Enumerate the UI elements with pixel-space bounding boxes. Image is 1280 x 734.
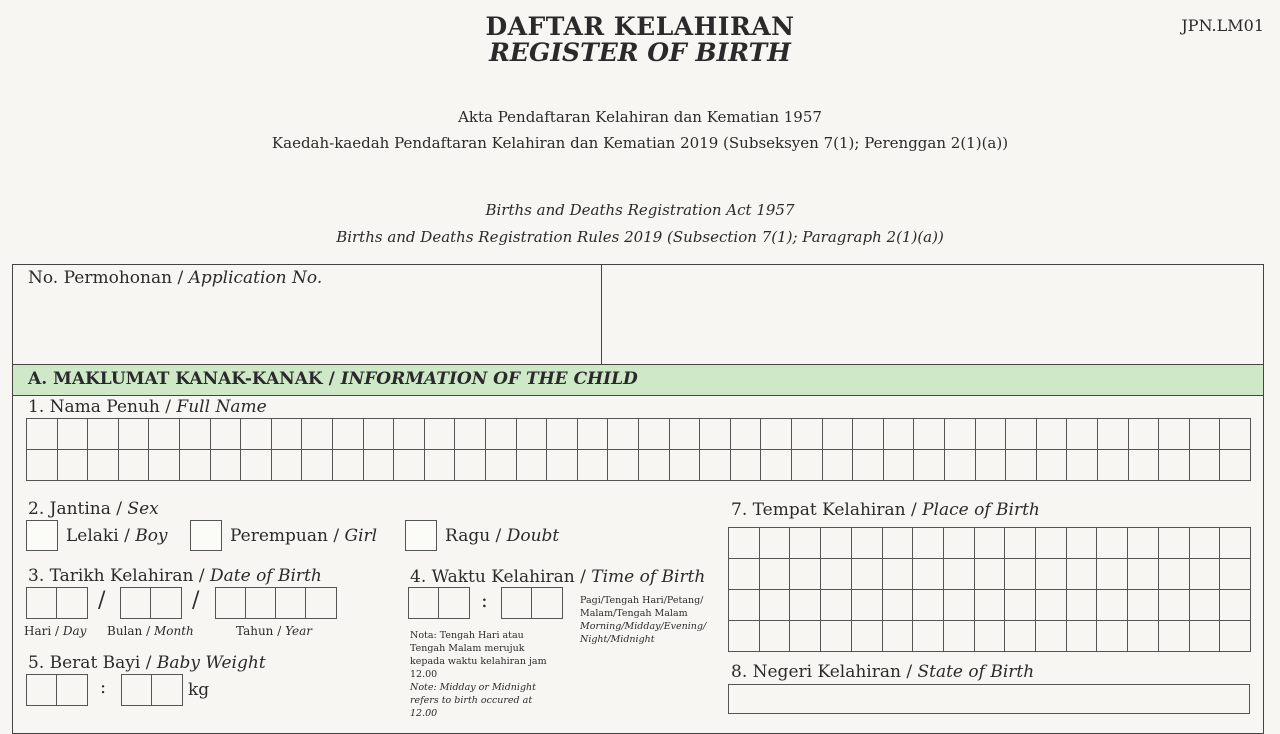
place-of-birth-char-box[interactable] xyxy=(883,621,914,652)
sex-label-en: Sex xyxy=(127,499,159,519)
dob-day-caption-en: Day xyxy=(62,624,87,638)
full-name-char-box[interactable] xyxy=(364,450,395,481)
full-name-char-box[interactable] xyxy=(1129,450,1160,481)
place-of-birth-grid[interactable] xyxy=(728,527,1251,652)
place-of-birth-char-box[interactable] xyxy=(1005,528,1036,559)
full-name-char-box[interactable] xyxy=(700,419,731,450)
weight-unit: kg xyxy=(188,680,210,700)
full-name-grid[interactable] xyxy=(26,418,1251,481)
place-of-birth-char-box[interactable] xyxy=(821,528,852,559)
state-of-birth-field[interactable] xyxy=(728,684,1250,714)
sex-girl-label xyxy=(230,526,377,546)
full-name-char-box[interactable] xyxy=(211,419,242,450)
place-of-birth-char-box[interactable] xyxy=(1128,559,1159,590)
place-of-birth-char-box[interactable] xyxy=(944,528,975,559)
place-of-birth-char-box[interactable] xyxy=(1036,528,1067,559)
full-name-char-box[interactable] xyxy=(517,450,548,481)
full-name-char-box[interactable] xyxy=(1067,450,1098,481)
place-of-birth-char-box[interactable] xyxy=(729,559,760,590)
full-name-char-box[interactable] xyxy=(425,450,456,481)
weight-gram-boxes[interactable] xyxy=(121,674,183,706)
full-name-char-box[interactable] xyxy=(1190,419,1221,450)
full-name-char-box[interactable] xyxy=(394,450,425,481)
place-of-birth-char-box[interactable] xyxy=(1128,621,1159,652)
place-of-birth-char-box[interactable] xyxy=(944,590,975,621)
place-of-birth-char-box[interactable] xyxy=(760,590,791,621)
state-of-birth-label-ms: 8. Negeri Kelahiran / xyxy=(731,662,918,682)
place-of-birth-char-box[interactable] xyxy=(1190,590,1221,621)
full-name-char-box[interactable] xyxy=(333,450,364,481)
place-of-birth-char-box[interactable] xyxy=(913,621,944,652)
dob-day-caption xyxy=(24,624,86,638)
dob-month-boxes[interactable] xyxy=(120,587,182,619)
full-name-char-box[interactable] xyxy=(149,450,180,481)
act-reference-malay: Akta Pendaftaran Kelahiran dan Kematian 1957 xyxy=(458,108,822,126)
place-of-birth-char-box[interactable] xyxy=(852,621,883,652)
place-of-birth-char-box[interactable] xyxy=(1067,621,1098,652)
sex-girl-label-ms: Perempuan / xyxy=(230,526,345,546)
place-of-birth-char-box[interactable] xyxy=(913,559,944,590)
full-name-char-box[interactable] xyxy=(272,450,303,481)
weight-label-en: Baby Weight xyxy=(156,653,266,673)
full-name-char-box[interactable] xyxy=(976,450,1007,481)
full-name-char-box[interactable] xyxy=(425,419,456,450)
place-of-birth-char-box[interactable] xyxy=(1159,590,1190,621)
place-of-birth-char-box[interactable] xyxy=(1097,590,1128,621)
full-name-char-box[interactable] xyxy=(578,419,609,450)
full-name-char-box[interactable] xyxy=(394,419,425,450)
time-label-ms: 4. Waktu Kelahiran / xyxy=(410,567,592,587)
full-name-char-box[interactable] xyxy=(761,419,792,450)
place-of-birth-char-box[interactable] xyxy=(1128,528,1159,559)
section-a-title xyxy=(28,369,638,389)
place-of-birth-char-box[interactable] xyxy=(821,621,852,652)
place-of-birth-char-box[interactable] xyxy=(1128,590,1159,621)
full-name-char-box[interactable] xyxy=(58,419,89,450)
place-of-birth-char-box[interactable] xyxy=(790,559,821,590)
place-of-birth-char-box[interactable] xyxy=(790,528,821,559)
full-name-char-box[interactable] xyxy=(976,419,1007,450)
time-minute-boxes[interactable] xyxy=(501,587,563,619)
section-a-title-en: INFORMATION OF THE CHILD xyxy=(340,369,638,389)
full-name-char-box[interactable] xyxy=(88,450,119,481)
place-of-birth-char-box[interactable] xyxy=(1159,621,1190,652)
full-name-char-box[interactable] xyxy=(1098,450,1129,481)
sex-boy-label-ms: Lelaki / xyxy=(66,526,136,546)
place-of-birth-char-box[interactable] xyxy=(760,559,791,590)
place-of-birth-char-box[interactable] xyxy=(883,590,914,621)
full-name-char-box[interactable] xyxy=(302,450,333,481)
place-of-birth-char-box[interactable] xyxy=(1190,621,1221,652)
place-of-birth-char-box[interactable] xyxy=(1005,621,1036,652)
place-of-birth-char-box[interactable] xyxy=(1190,528,1221,559)
dob-label-ms: 3. Tarikh Kelahiran / xyxy=(28,566,211,586)
full-name-char-box[interactable] xyxy=(884,419,915,450)
weight-label xyxy=(28,653,266,673)
full-name-char-box[interactable] xyxy=(792,450,823,481)
dob-month-caption-en: Month xyxy=(153,624,194,638)
place-of-birth-char-box[interactable] xyxy=(1159,559,1190,590)
full-name-char-box[interactable] xyxy=(1159,419,1190,450)
dob-label-en: Date of Birth xyxy=(210,566,322,586)
full-name-char-box[interactable] xyxy=(608,419,639,450)
place-of-birth-char-box[interactable] xyxy=(1036,559,1067,590)
full-name-char-box[interactable] xyxy=(272,419,303,450)
sex-doubt-checkbox[interactable] xyxy=(405,520,437,551)
place-of-birth-char-box[interactable] xyxy=(1036,621,1067,652)
time-period-options xyxy=(580,594,708,646)
weight-separator: : xyxy=(100,677,107,698)
full-name-char-box[interactable] xyxy=(302,419,333,450)
full-name-char-box[interactable] xyxy=(27,419,58,450)
place-of-birth-char-box[interactable] xyxy=(1005,559,1036,590)
application-number-field[interactable] xyxy=(603,266,1261,362)
full-name-char-box[interactable] xyxy=(731,419,762,450)
sex-boy-label-en: Boy xyxy=(135,526,168,546)
time-period-options-ms: Pagi/Tengah Hari/Petang/ Malam/Tengah Malam xyxy=(580,595,704,619)
full-name-char-box[interactable] xyxy=(670,419,701,450)
dob-year-boxes[interactable] xyxy=(215,587,337,619)
full-name-char-box[interactable] xyxy=(241,419,272,450)
weight-kg-boxes[interactable] xyxy=(26,674,88,706)
full-name-char-box[interactable] xyxy=(486,419,517,450)
time-note-ms: Nota: Tengah Hari atau Tengah Malam merujuk kepada waktu kelahiran jam 12.00 xyxy=(410,630,547,680)
sex-doubt-label-en: Doubt xyxy=(506,526,560,546)
application-number-label-en: Application No. xyxy=(188,268,323,288)
place-of-birth-char-box[interactable] xyxy=(1190,559,1221,590)
full-name-char-box[interactable] xyxy=(517,419,548,450)
sex-doubt-label-ms: Ragu / xyxy=(445,526,507,546)
dob-separator: / xyxy=(192,588,200,613)
time-label xyxy=(410,567,705,587)
place-of-birth-char-box[interactable] xyxy=(852,528,883,559)
full-name-char-box[interactable] xyxy=(1006,450,1037,481)
place-of-birth-char-box[interactable] xyxy=(913,528,944,559)
full-name-char-box[interactable] xyxy=(731,450,762,481)
full-name-char-box[interactable] xyxy=(27,450,58,481)
rules-reference-malay: Kaedah-kaedah Pendaftaran Kelahiran dan Kematian 2019 (Subseksyen 7(1); Perenggan 2(1)(a)) xyxy=(271,134,1009,152)
place-of-birth-char-box[interactable] xyxy=(760,621,791,652)
sex-label xyxy=(28,499,159,519)
form-title-malay: DAFTAR KELAHIRAN xyxy=(485,12,795,41)
full-name-char-box[interactable] xyxy=(945,450,976,481)
place-of-birth-char-box[interactable] xyxy=(852,559,883,590)
full-name-char-box[interactable] xyxy=(1037,419,1068,450)
sex-girl-label-en: Girl xyxy=(344,526,378,546)
place-of-birth-char-box[interactable] xyxy=(729,590,760,621)
sex-boy-checkbox[interactable] xyxy=(26,520,58,551)
dob-year-caption-en: Year xyxy=(285,624,312,638)
place-of-birth-char-box[interactable] xyxy=(944,621,975,652)
state-of-birth-label-en: State of Birth xyxy=(917,662,1035,682)
sex-girl-checkbox[interactable] xyxy=(190,520,222,551)
application-number-label xyxy=(28,268,322,288)
full-name-char-box[interactable] xyxy=(639,450,670,481)
time-note xyxy=(410,629,560,720)
full-name-char-box[interactable] xyxy=(823,450,854,481)
place-of-birth-char-box[interactable] xyxy=(1067,559,1098,590)
full-name-char-box[interactable] xyxy=(945,419,976,450)
dob-separator: / xyxy=(98,588,106,613)
place-of-birth-label xyxy=(731,500,1040,520)
full-name-char-box[interactable] xyxy=(180,450,211,481)
time-note-en: Note: Midday or Midnight refers to birth occured at 12.00 xyxy=(410,682,536,719)
sex-boy-label xyxy=(66,526,168,546)
place-of-birth-char-box[interactable] xyxy=(975,528,1006,559)
place-of-birth-char-box[interactable] xyxy=(1036,590,1067,621)
full-name-char-box[interactable] xyxy=(884,450,915,481)
full-name-char-box[interactable] xyxy=(333,419,364,450)
place-of-birth-char-box[interactable] xyxy=(1220,528,1251,559)
full-name-char-box[interactable] xyxy=(914,450,945,481)
place-of-birth-label-en: Place of Birth xyxy=(922,500,1040,520)
dob-day-boxes[interactable] xyxy=(26,587,88,619)
sex-doubt-label xyxy=(445,526,559,546)
dob-day-caption-ms: Hari / xyxy=(24,624,63,638)
full-name-char-box[interactable] xyxy=(823,419,854,450)
rules-reference-english: Births and Deaths Registration Rules 2019 (Subsection 7(1); Paragraph 2(1)(a)) xyxy=(336,228,944,246)
place-of-birth-char-box[interactable] xyxy=(1067,590,1098,621)
form-title-english: REGISTER OF BIRTH xyxy=(489,38,791,67)
full-name-char-box[interactable] xyxy=(914,419,945,450)
full-name-char-box[interactable] xyxy=(119,419,150,450)
full-name-char-box[interactable] xyxy=(364,419,395,450)
dob-year-caption xyxy=(236,624,312,638)
full-name-char-box[interactable] xyxy=(547,419,578,450)
place-of-birth-char-box[interactable] xyxy=(944,559,975,590)
section-a-title-ms: A. MAKLUMAT KANAK-KANAK / xyxy=(28,369,341,389)
full-name-char-box[interactable] xyxy=(58,450,89,481)
place-of-birth-char-box[interactable] xyxy=(975,621,1006,652)
place-of-birth-char-box[interactable] xyxy=(883,559,914,590)
act-reference-english: Births and Deaths Registration Act 1957 xyxy=(485,201,795,219)
full-name-char-box[interactable] xyxy=(578,450,609,481)
full-name-char-box[interactable] xyxy=(88,419,119,450)
time-hour-boxes[interactable] xyxy=(408,587,470,619)
place-of-birth-label-ms: 7. Tempat Kelahiran / xyxy=(731,500,923,520)
place-of-birth-char-box[interactable] xyxy=(1097,621,1128,652)
full-name-char-box[interactable] xyxy=(547,450,578,481)
full-name-char-box[interactable] xyxy=(1098,419,1129,450)
full-name-char-box[interactable] xyxy=(1220,419,1251,450)
place-of-birth-char-box[interactable] xyxy=(1159,528,1190,559)
full-name-char-box[interactable] xyxy=(180,419,211,450)
full-name-char-box[interactable] xyxy=(853,419,884,450)
full-name-char-box[interactable] xyxy=(486,450,517,481)
sex-label-ms: 2. Jantina / xyxy=(28,499,128,519)
place-of-birth-char-box[interactable] xyxy=(1220,621,1251,652)
full-name-char-box[interactable] xyxy=(853,450,884,481)
place-of-birth-char-box[interactable] xyxy=(821,590,852,621)
dob-label xyxy=(28,566,322,586)
time-label-en: Time of Birth xyxy=(591,567,706,587)
full-name-char-box[interactable] xyxy=(670,450,701,481)
full-name-char-box[interactable] xyxy=(455,419,486,450)
full-name-char-box[interactable] xyxy=(700,450,731,481)
place-of-birth-char-box[interactable] xyxy=(1220,559,1251,590)
place-of-birth-char-box[interactable] xyxy=(1067,528,1098,559)
full-name-char-box[interactable] xyxy=(1006,419,1037,450)
place-of-birth-char-box[interactable] xyxy=(790,590,821,621)
full-name-char-box[interactable] xyxy=(1129,419,1160,450)
place-of-birth-char-box[interactable] xyxy=(975,559,1006,590)
place-of-birth-char-box[interactable] xyxy=(852,590,883,621)
place-of-birth-char-box[interactable] xyxy=(729,621,760,652)
full-name-char-box[interactable] xyxy=(149,419,180,450)
full-name-label-en: Full Name xyxy=(176,397,267,417)
full-name-char-box[interactable] xyxy=(455,450,486,481)
weight-label-ms: 5. Berat Bayi / xyxy=(28,653,157,673)
form-code: JPN.LM01 xyxy=(1181,16,1264,35)
application-number-label-ms: No. Permohonan / xyxy=(28,268,189,288)
full-name-char-box[interactable] xyxy=(119,450,150,481)
full-name-char-box[interactable] xyxy=(639,419,670,450)
dob-year-caption-ms: Tahun / xyxy=(236,624,286,638)
full-name-char-box[interactable] xyxy=(792,419,823,450)
time-separator: : xyxy=(481,588,488,612)
time-period-options-en: Morning/Midday/Evening/ Night/Midnight xyxy=(580,621,707,645)
full-name-label-ms: 1. Nama Penuh / xyxy=(28,397,177,417)
state-of-birth-label xyxy=(731,662,1034,682)
full-name-char-box[interactable] xyxy=(1159,450,1190,481)
full-name-label xyxy=(28,397,267,417)
place-of-birth-char-box[interactable] xyxy=(821,559,852,590)
place-of-birth-char-box[interactable] xyxy=(1097,528,1128,559)
full-name-char-box[interactable] xyxy=(1067,419,1098,450)
place-of-birth-char-box[interactable] xyxy=(1005,590,1036,621)
dob-month-caption-ms: Bulan / xyxy=(107,624,154,638)
full-name-char-box[interactable] xyxy=(761,450,792,481)
full-name-char-box[interactable] xyxy=(608,450,639,481)
place-of-birth-char-box[interactable] xyxy=(790,621,821,652)
place-of-birth-char-box[interactable] xyxy=(1097,559,1128,590)
place-of-birth-char-box[interactable] xyxy=(729,528,760,559)
place-of-birth-char-box[interactable] xyxy=(913,590,944,621)
full-name-char-box[interactable] xyxy=(1220,450,1251,481)
place-of-birth-char-box[interactable] xyxy=(883,528,914,559)
full-name-char-box[interactable] xyxy=(211,450,242,481)
place-of-birth-char-box[interactable] xyxy=(760,528,791,559)
full-name-char-box[interactable] xyxy=(241,450,272,481)
place-of-birth-char-box[interactable] xyxy=(1220,590,1251,621)
dob-month-caption xyxy=(107,624,194,638)
full-name-char-box[interactable] xyxy=(1037,450,1068,481)
full-name-char-box[interactable] xyxy=(1190,450,1221,481)
place-of-birth-char-box[interactable] xyxy=(975,590,1006,621)
